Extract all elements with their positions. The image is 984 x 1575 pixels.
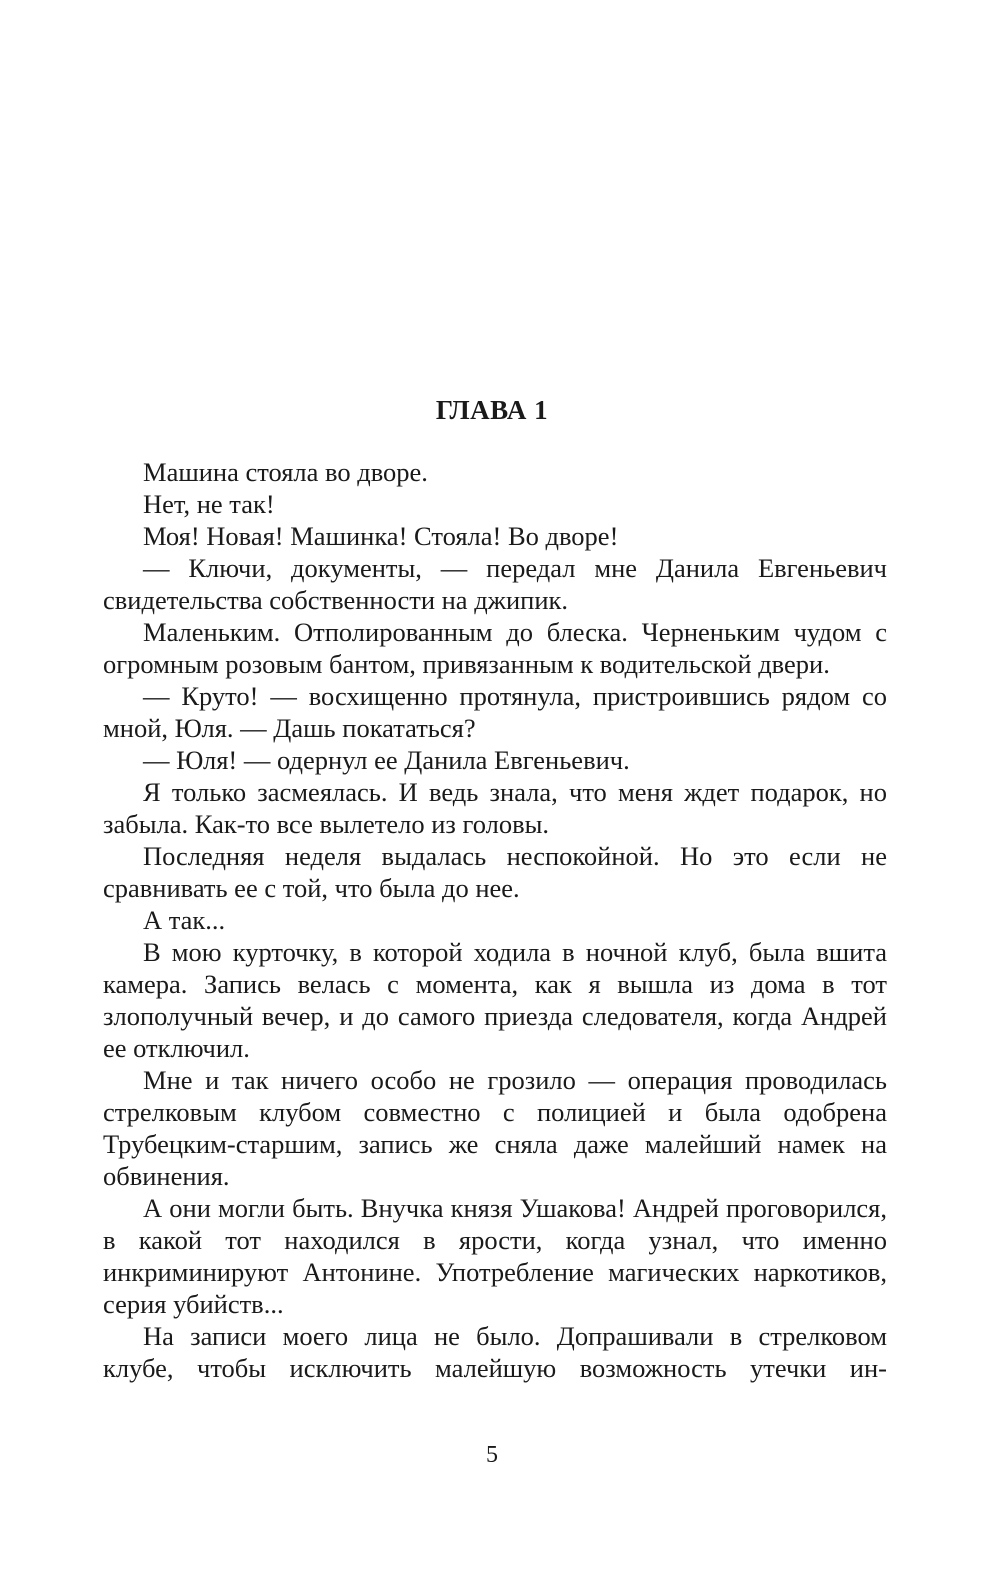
body-text — [103, 456, 887, 1384]
paragraph: — Юля! — одернул ее Данила Евгеньевич. — [143, 745, 630, 775]
paragraph: Моя! Новая! Машинка! Стояла! Во дворе! — [143, 521, 619, 551]
chapter-title: ГЛАВА 1 — [435, 395, 549, 425]
paragraph: Мне и так ничего особо не грозило — операция проводилась стрелковым клубом совместно с полицией и была одобрена Трубецким-старшим, запись же сняла даже малейший намек на обвинения. — [103, 1065, 887, 1191]
paragraph: Маленьким. Отполированным до блеска. Черненьким чудом с огромным розовым бантом, привязанным к водительской двери. — [103, 617, 887, 679]
paragraph: — Ключи, документы, — передал мне Данила Евгеньевич свидетельства собственности на джипик. — [103, 553, 887, 615]
paragraph: А они могли быть. Внучка князя Ушакова! Андрей проговорился, в какой тот находился в ярости, когда узнал, что именно инкриминируют Антонине. Употребление магических наркотиков, серия убийств... — [103, 1193, 887, 1319]
paragraph: Последняя неделя выдалась неспокойной. Но это если не сравнивать ее с той, что была до нее. — [103, 841, 887, 903]
paragraph: В мою курточку, в которой ходила в ночной клуб, была вшита камера. Запись велась с момента, как я вышла из дома в тот злополучный вечер, и до самого приезда следователя, когда Андрей ее отключил. — [103, 937, 887, 1063]
paragraph: — Круто! — восхищенно протянула, пристроившись рядом со мной, Юля. — Дашь покататься? — [103, 681, 887, 743]
paragraph: Машина стояла во дворе. — [143, 457, 428, 487]
paragraph: На записи моего лица не было. Допрашивали в стрелковом клубе, чтобы исключить малейшую возможность утечки ин- — [103, 1321, 887, 1383]
paragraph: Нет, не так! — [143, 489, 275, 519]
paragraph: Я только засмеялась. И ведь знала, что меня ждет подарок, но забыла. Как-то все вылетело из головы. — [103, 777, 887, 839]
paragraph: А так... — [143, 905, 226, 935]
page-number: 5 — [486, 1442, 498, 1468]
